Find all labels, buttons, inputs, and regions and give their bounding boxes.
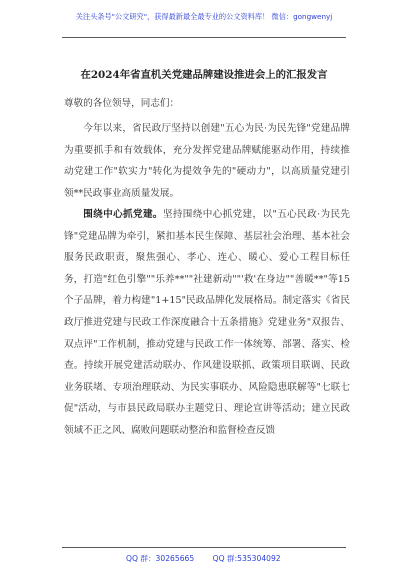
footer-qq-group-1: QQ 群：30265665 [126, 554, 195, 563]
paragraph-2-body: 坚持围绕中心抓党建，以"五心民政·为民先锋"党建品牌为牵引，紧扣基本民生保障、基层社会治理、基本社会服务民政职责，聚焦强心、孝心、连心、暖心、爱心工程目标任务，打造"红色引擎""乐养**""社建新动""'救'在身边""善暖**"等15个子品牌，着力构建"1+15"民政品牌化发展格局。制定落实《省民政厅推进党建与民政工作深度融合十五条措施》党建业务"双报告、双点评"工作机制，推动党建与民政工作一体统筹、部署、落实、检查。持续开展党建活动联办、作风建设联抓、政策项目联调、民政业务联堵、专项治理联动、为民实事联办、风险隐患联解等"七联七促"活动，与市县民政局联办主题党日、理论宣讲等活动；建立民政领域不正之风、腐败问题联动整治和监督检查反馈 [64, 209, 350, 436]
document-title: 在2024年省直机关党建品牌建设推进会上的汇报发言 [80, 69, 328, 81]
header-banner: 关注头条号"公文研究"，获得最新最全最专业的公文资料库！ 微信：gongwenyj [75, 12, 333, 21]
paragraph-1: 今年以来，省民政厅坚持以创建"五心为民·为民先锋"党建品牌为重要抓手和有效载体，充分发挥党建品牌赋能驱动作用，持续推动党建工作"软实力"转化为提效争先的"硬动力"，以高质量党建引领**民政事业高质量发展。 [64, 123, 350, 199]
salutation: 尊敬的各位领导，同志们： [64, 98, 180, 109]
footer-contact [126, 553, 297, 564]
header-divider [62, 37, 346, 38]
paragraph-2 [64, 204, 350, 442]
paragraph-2-lead: 围绕中心抓党建。 [83, 209, 163, 220]
footer-divider [62, 547, 346, 548]
footer-qq-group-2: QQ 群:535304092 [212, 554, 281, 563]
